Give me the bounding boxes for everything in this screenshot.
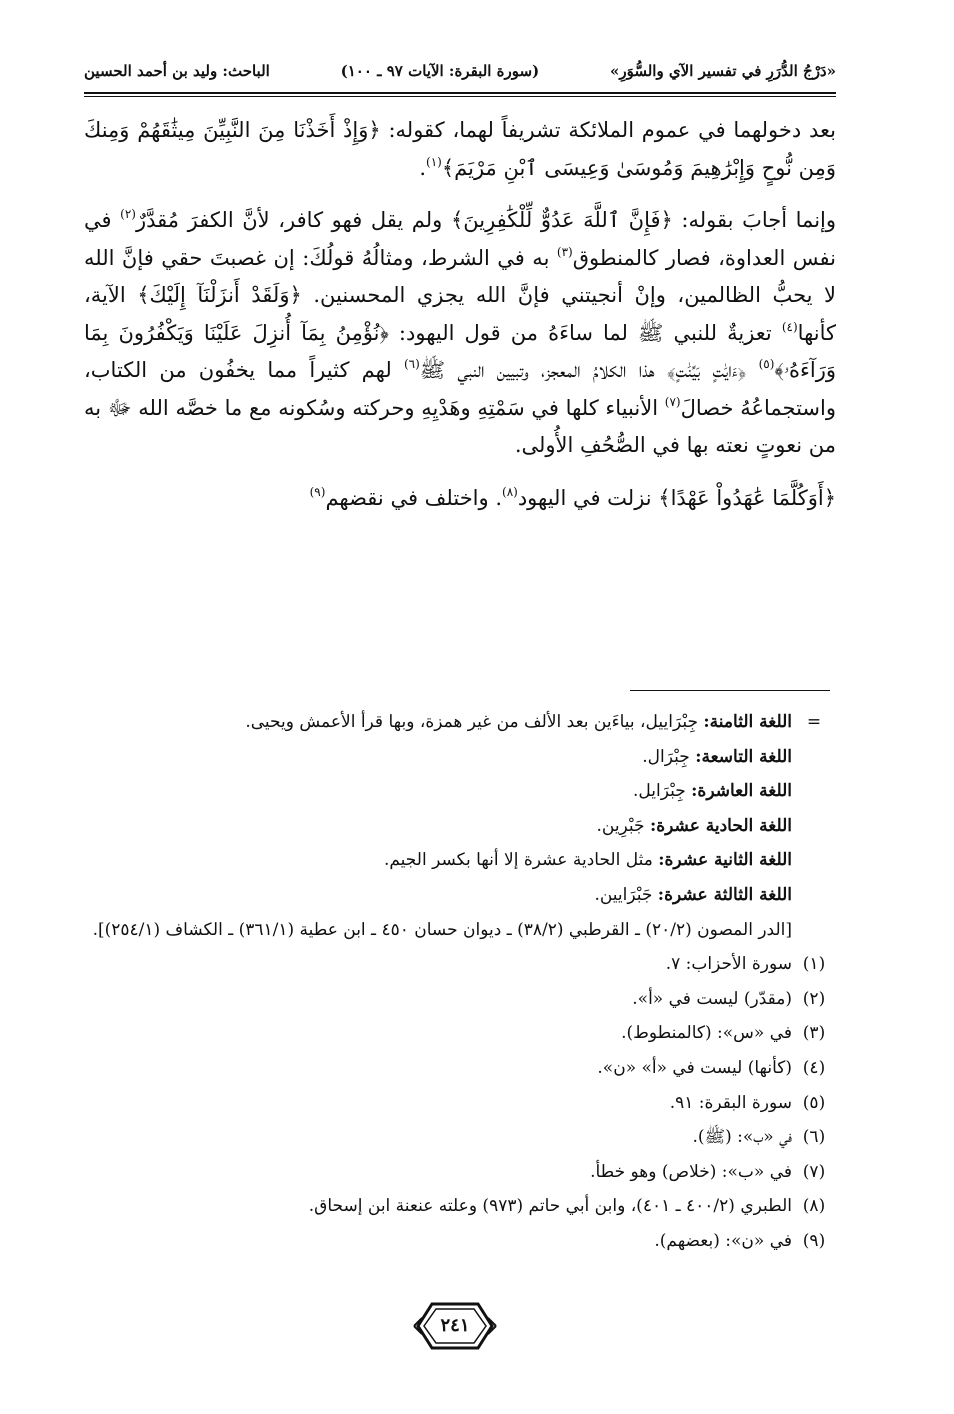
footnote-1 xyxy=(84,947,836,982)
footnote-number: (٣) xyxy=(802,1023,826,1044)
footnote-number: (٥) xyxy=(802,1092,826,1113)
p1-text: بعد دخولهما في عموم الملائكة تشريفاً لهما، كقوله: xyxy=(380,118,836,142)
p3-quran: ﴿أَوَكُلَّمَا عَٰهَدُواْ عَهْدًا﴾ xyxy=(658,485,836,510)
header-rule xyxy=(84,92,836,94)
footnote-ref-3: (٣) xyxy=(556,244,573,259)
note-label: اللغة الحادية عشرة: xyxy=(649,815,792,836)
p2-text-9: لهم كثيراً مما يخفُون من الكتاب، واستجماعُهُ خصالَ xyxy=(84,358,836,420)
paragraph-1 xyxy=(84,112,836,187)
footnote-separator xyxy=(630,690,830,691)
footnote-text: في «ب»: (خلاص) وهو خطأ. xyxy=(590,1161,792,1182)
note-label: اللغة الثانية عشرة: xyxy=(658,850,792,871)
footnote-ref-4: (٤) xyxy=(781,319,798,334)
note-body: مثل الحادية عشرة إلا أنها بكسر الجيم. xyxy=(383,850,659,871)
note-body: جِبْرَال. xyxy=(642,746,696,767)
footnote-number: (١) xyxy=(802,954,826,975)
continuation-marker: = xyxy=(806,712,822,732)
footnote-line xyxy=(84,774,836,809)
paragraph-3 xyxy=(84,480,836,518)
note-body: جَبْرَايين. xyxy=(594,884,658,905)
footnote-number: (٨) xyxy=(802,1196,826,1217)
footnote-number: (٦) xyxy=(802,1127,826,1148)
p2-quran-3: ﴿نُؤْمِنُ بِمَآ أُنزِلَ عَلَيْنَا وَيَكْفُرُونَ بِمَا وَرَآءَهُۥ﴾ xyxy=(84,320,836,382)
footnote-line xyxy=(84,843,836,878)
note-label: اللغة التاسعة: xyxy=(695,746,792,767)
header-author: الباحث: وليد بن أحمد الحسين xyxy=(84,62,270,80)
header-rule-thin xyxy=(84,96,836,97)
footnote-line xyxy=(84,740,836,775)
footnote-number: (٩) xyxy=(802,1230,826,1251)
footnote-text: (مقدّر) ليست في «أ». xyxy=(632,988,792,1009)
footnote-7 xyxy=(84,1155,836,1190)
footnote-ref-7: (٧) xyxy=(664,394,681,409)
note-label: اللغة الثامنة: xyxy=(703,712,792,732)
note-label: اللغة الثالثة عشرة: xyxy=(657,884,792,905)
note-label: اللغة العاشرة: xyxy=(691,781,792,802)
p2-text-8: هذا الكلامُ المعجز، وتبيين النبي ﷺ xyxy=(419,358,667,382)
footnote-2 xyxy=(84,982,836,1017)
footnote-ref-8: (٨) xyxy=(502,484,518,499)
p2-quran-1: ﴿فَإِنَّ ٱللَّهَ عَدُوٌّ لِّلْكَٰفِرِينَ﴾ xyxy=(450,208,673,232)
p2-text-6: تعزيةٌ للنبي ﷺ لما ساءَهُ من قول اليهود: xyxy=(388,320,782,345)
footnote-text: في «ب»: (ﷺ). xyxy=(692,1127,792,1148)
footnote-text: سورة الأحزاب: ٧. xyxy=(665,954,792,975)
footnote-6 xyxy=(84,1120,836,1155)
footnote-ref-1: (١) xyxy=(426,154,442,169)
running-header xyxy=(84,58,836,84)
footnotes xyxy=(84,705,836,1259)
footnote-text: في «س»: (كالمنطوط). xyxy=(621,1023,792,1044)
note-body: جِبْرَايل. xyxy=(632,781,692,802)
footnote-ref-5: (٥) xyxy=(758,357,775,371)
p2-text-1: وإنما أجابَ بقوله: xyxy=(672,208,837,232)
p2-text-5: الآية، كأنها xyxy=(84,283,836,345)
p2-space xyxy=(746,358,758,382)
page-number: ٢٤١ xyxy=(440,1315,470,1336)
paragraph-2 xyxy=(84,202,836,465)
p1-end: . xyxy=(419,155,427,180)
footnote-line xyxy=(84,809,836,844)
footnote-9 xyxy=(84,1224,836,1259)
footnote-5 xyxy=(84,1086,836,1121)
p3-text-2: . واختلف في نقضهم xyxy=(325,485,502,510)
header-book-title: «دَرْجُ الدُّرَرِ في تفسير الآي والسُّوَرِ» xyxy=(609,62,836,80)
footnote-ref-2: (٢) xyxy=(120,207,136,221)
note-body: جَبْرِين. xyxy=(596,815,650,836)
references-text: [الدر المصون (٢٠/٢) ـ القرطبي (٣٨/٢) ـ ديوان حسان ٤٥٠ ـ ابن عطية (٣٦١/١) ـ الكشاف (٢٥٤/١)]. xyxy=(92,919,792,940)
footnote-4 xyxy=(84,1051,836,1086)
p2-quran-2: ﴿وَلَقَدْ أَنزَلْنَآ إِلَيْكَ﴾ xyxy=(137,283,302,307)
main-text xyxy=(84,112,836,532)
footnote-text: سورة البقرة: ٩١. xyxy=(669,1092,792,1113)
p2-text-10: الأنبياء كلها في سَمْتِهِ وهَدْيِهِ وحركته وسُكونه مع ما خصَّه الله ﷻ به من نعوتٍ نعته بها في الصُّحُفِ الأُولى. xyxy=(84,395,836,457)
p3-text-1: نزلت في اليهود xyxy=(517,485,659,510)
footnote-number: (٢) xyxy=(802,988,826,1009)
footnote-continued xyxy=(84,705,836,740)
footnote-ref-9: (٩) xyxy=(309,484,326,499)
footnote-line xyxy=(84,878,836,913)
footnote-ref-6: (٦) xyxy=(403,357,420,371)
footnote-8 xyxy=(84,1189,836,1224)
p2-text-4: به في الشرط، ومثالُهُ قولُكَ: إن غصبتَ حقي فإنَّ الله لا يحبُّ الظالمين، وإنْ أنجيتني فإنَّ الله يجزي المحسنين. xyxy=(84,245,836,307)
footnote-3 xyxy=(84,1016,836,1051)
p2-text-3: في نفس العداوة، فصار كالمنطوق xyxy=(84,208,836,270)
note-body: جِبْرَاييل، بياءَين بعد الألف من غير همزة، وبها قرأ الأعمش ويحيى. xyxy=(245,712,704,732)
footnote-text: في «ن»: (بعضهم). xyxy=(654,1230,792,1251)
p2-text-2: ولم يقل فهو كافر، لأنَّ الكفرَ مُقدَّرٌ xyxy=(135,208,451,232)
p1-quran-verse: ﴿وَإِذْ أَخَذْنَا مِنَ النَّبِيِّنَ مِيثَٰقَهُمْ وَمِنكَ وَمِن نُّوحٍ وَإِبْرَٰهِيمَ وَمُوسَىٰ وَعِيسَى ٱبْنِ مَرْيَمَ﴾ xyxy=(84,118,836,180)
p2-quran-4: ﴿ءَايَٰتٍ بَيِّنَٰتٍ﴾ xyxy=(666,358,747,382)
footnote-text: الطبري (٤٠٠/٢ ـ ٤٠١)، وابن أبي حاتم (٩٧٣) وعلته عنعنة ابن إسحاق. xyxy=(308,1196,792,1217)
header-section: (سورة البقرة: الآيات ٩٧ ـ ١٠٠) xyxy=(340,62,540,80)
footnote-number: (٧) xyxy=(802,1161,826,1182)
footnote-references xyxy=(84,913,836,948)
footnote-text: (كأنها) ليست في «أ» «ن». xyxy=(597,1057,792,1078)
footnote-number: (٤) xyxy=(802,1057,826,1078)
